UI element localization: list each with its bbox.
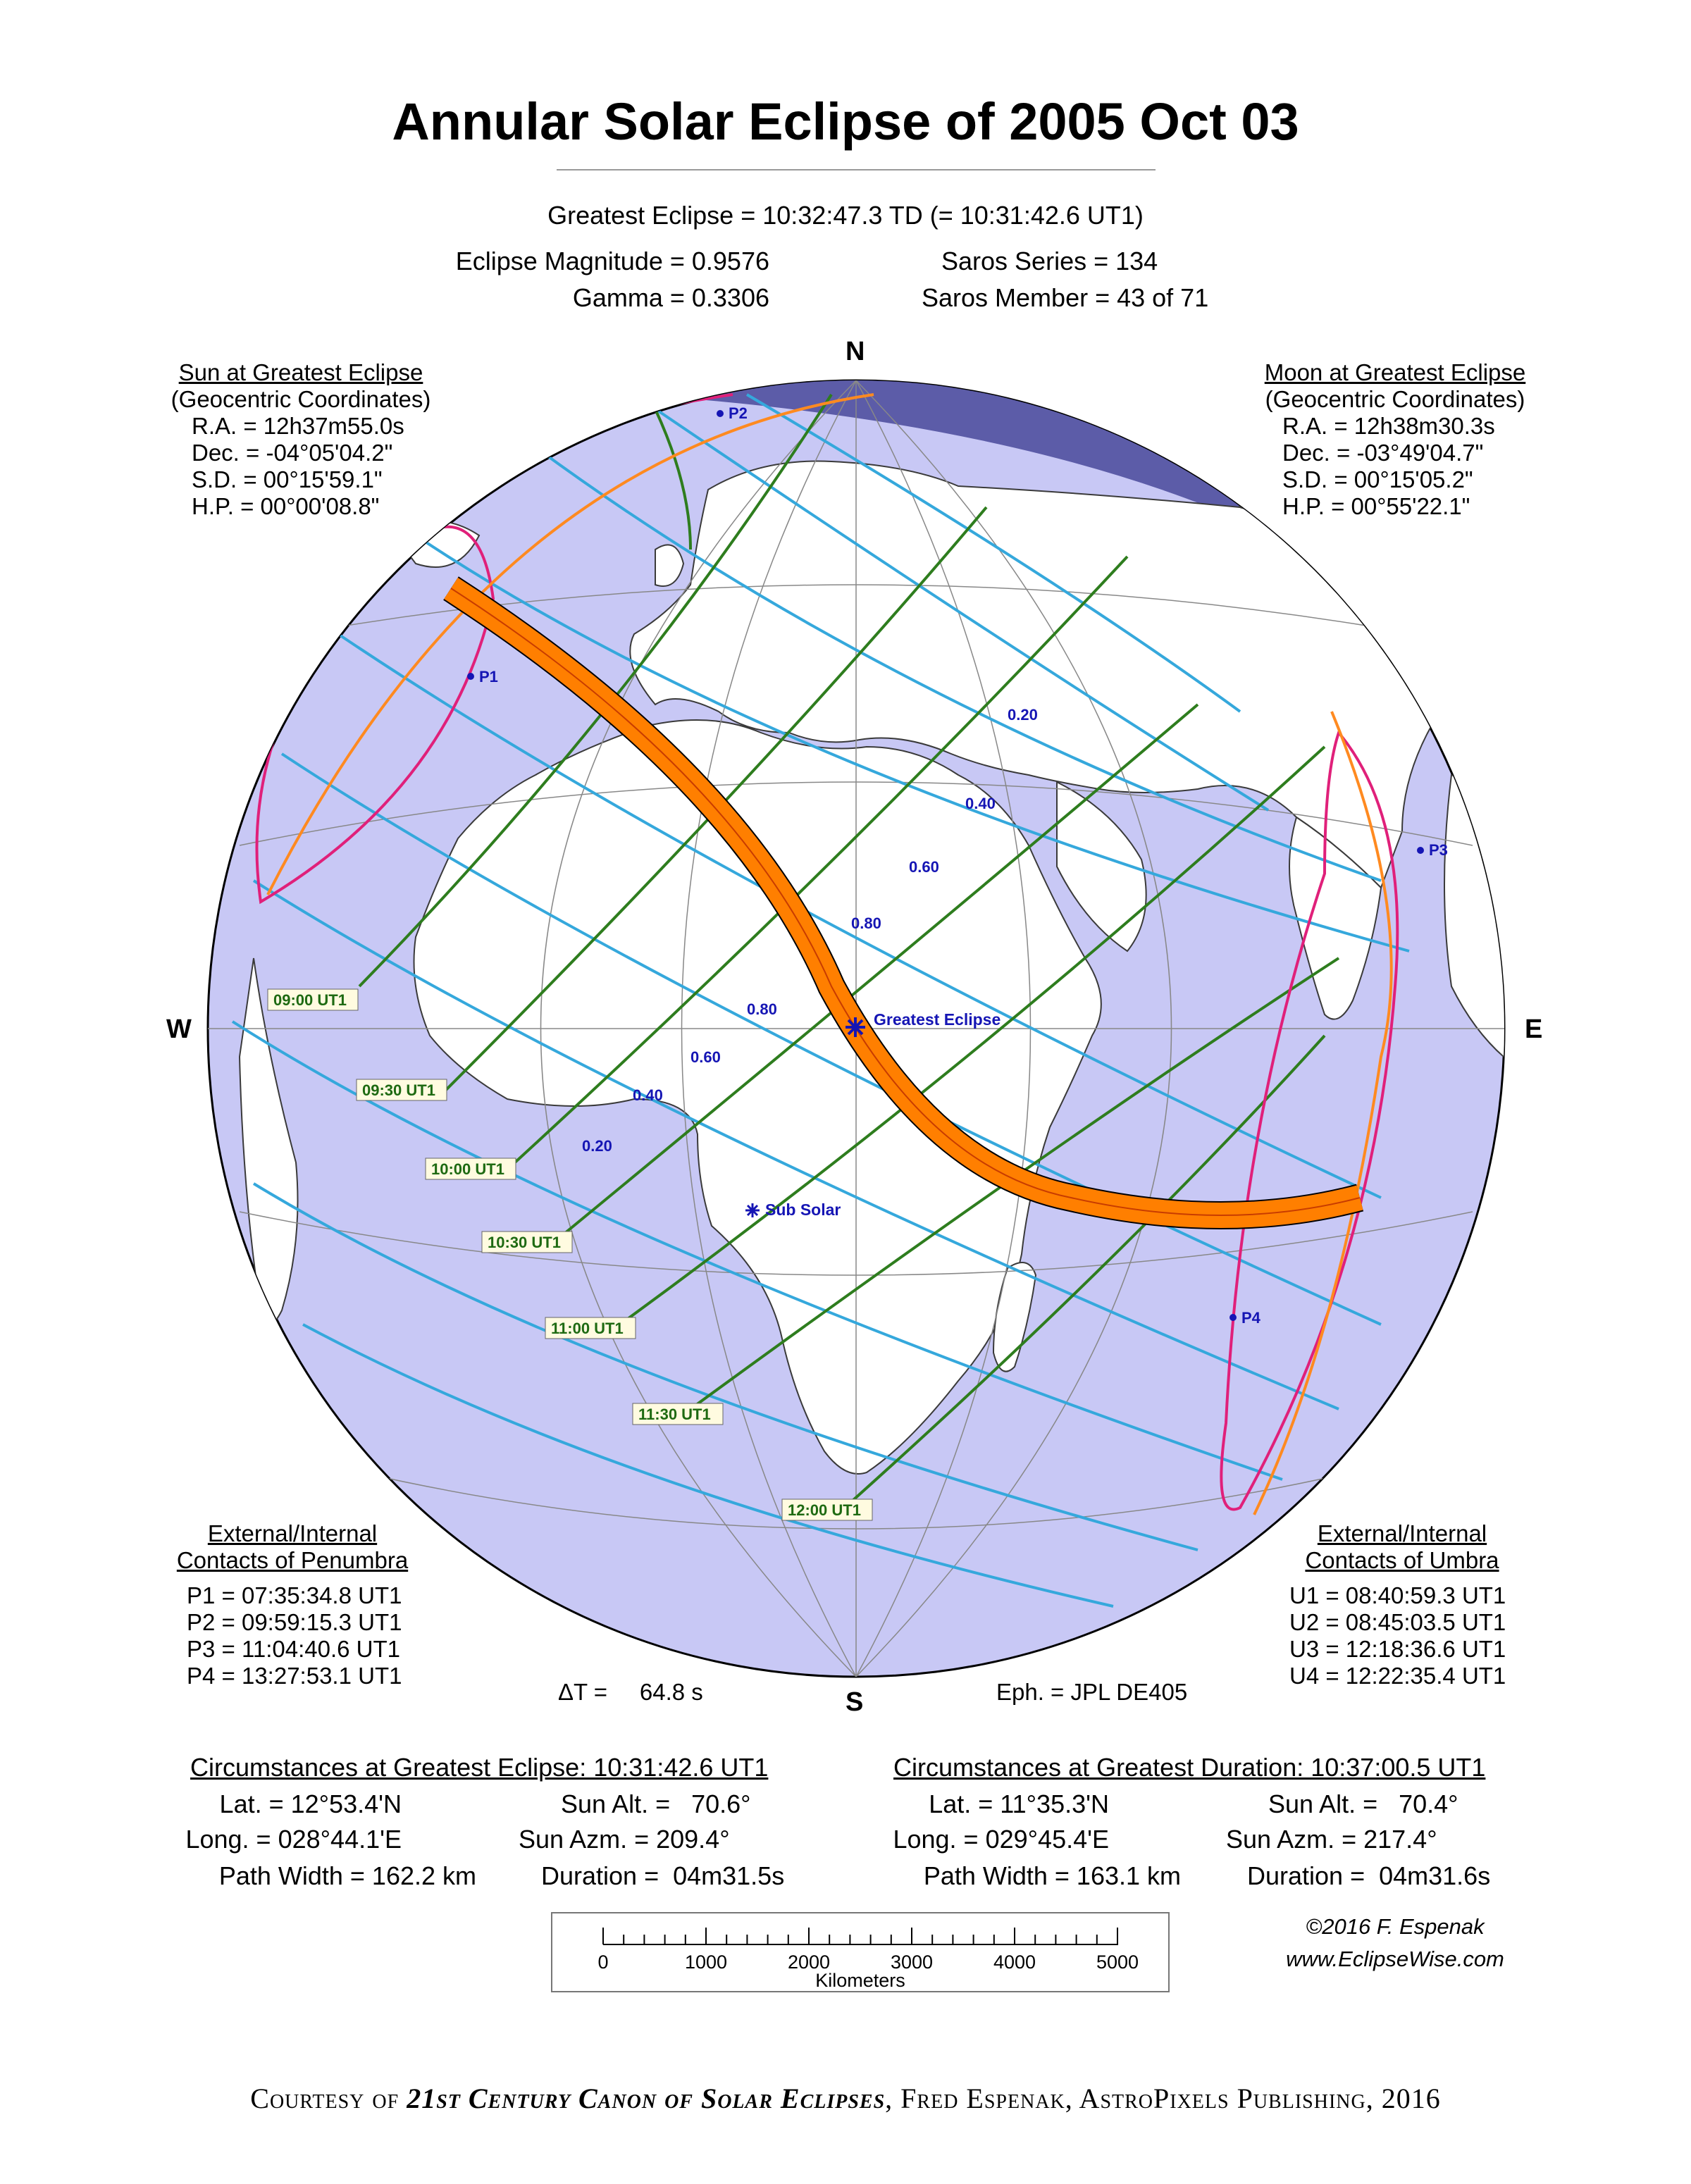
scale-bar	[551, 1912, 1170, 1992]
p1-point	[467, 673, 474, 680]
penumbra-heading-1: External/Internal	[207, 1520, 378, 1546]
mag-label-east-3: 0.60	[909, 858, 939, 876]
sun-dec: Dec. = -04°05'04.2"	[192, 440, 393, 466]
credit-book-title: 21st Century Canon of Solar Eclipses	[407, 2083, 886, 2114]
penumbra-heading-2: Contacts of Penumbra	[176, 1547, 409, 1573]
scale-tick-2000: 2000	[787, 1952, 831, 1973]
scale-tick-1000: 1000	[684, 1952, 728, 1973]
sun-box-heading: Sun at Greatest Eclipse	[178, 359, 423, 385]
p4-label: P4	[1241, 1309, 1260, 1327]
ephemeris: Eph. = JPL DE405	[996, 1679, 1188, 1705]
moon-box-subheading: (Geocentric Coordinates)	[1265, 386, 1525, 412]
greatest-eclipse-time: Greatest Eclipse = 10:32:47.3 TD (= 10:31:42.6 UT1)	[547, 201, 1144, 230]
duration-sun-azm: Sun Azm. = 217.4°	[1226, 1825, 1437, 1854]
scale-tick-0: 0	[597, 1952, 609, 1973]
time-label-0930: 09:30 UT1	[362, 1081, 435, 1099]
greatest-eclipse-heading: Circumstances at Greatest Eclipse: 10:31:42.6 UT1	[190, 1753, 769, 1782]
time-label-1100: 11:00 UT1	[551, 1320, 624, 1337]
credit-prefix: Courtesy of	[250, 2083, 407, 2114]
sun-sd: S.D. = 00°15'59.1"	[192, 466, 383, 492]
p2-label: P2	[729, 404, 748, 422]
umbra-u3: U3 = 12:18:36.6 UT1	[1289, 1636, 1506, 1662]
copyright-url[interactable]: www.EclipseWise.com	[1286, 1947, 1504, 1971]
greatest-eclipse-label: Greatest Eclipse	[874, 1010, 1001, 1029]
p2-point	[717, 410, 724, 417]
umbra-heading-2: Contacts of Umbra	[1305, 1547, 1499, 1573]
penumbra-contacts	[169, 1520, 416, 1689]
p1-label: P1	[479, 668, 498, 685]
umbra-contacts	[1289, 1520, 1515, 1689]
umbra-u1: U1 = 08:40:59.3 UT1	[1289, 1582, 1506, 1608]
scale-unit: Kilometers	[815, 1970, 905, 1991]
time-label-1000: 10:00 UT1	[431, 1160, 504, 1178]
time-label-1030: 10:30 UT1	[488, 1234, 561, 1251]
sun-hp: H.P. = 00°00'08.8"	[192, 493, 380, 519]
duration-path-width: Path Width = 163.1 km	[923, 1861, 1181, 1890]
penumbra-p2: P2 = 09:59:15.3 UT1	[187, 1609, 402, 1635]
moon-dec: Dec. = -03°49'04.7"	[1282, 440, 1484, 466]
p4-point	[1229, 1314, 1237, 1321]
sun-ra: R.A. = 12h37m55.0s	[192, 413, 404, 439]
copyright-line: ©2016 F. Espenak	[1306, 1914, 1485, 1939]
duration-duration: Duration = 04m31.6s	[1247, 1861, 1491, 1890]
eclipse-magnitude: Eclipse Magnitude = 0.9576	[455, 247, 769, 275]
compass-east: E	[1525, 1015, 1543, 1044]
mag-label-west-2: 0.60	[690, 1048, 721, 1066]
compass-north: N	[846, 337, 865, 366]
delta-t: ΔT = 64.8 s	[558, 1679, 703, 1705]
scale-tick-4000: 4000	[993, 1952, 1036, 1973]
moon-ra: R.A. = 12h38m30.3s	[1282, 413, 1495, 439]
eclipse-gamma: Gamma = 0.3306	[572, 283, 769, 312]
greatest-duration: Duration = 04m31.5s	[541, 1861, 785, 1890]
moon-box-heading: Moon at Greatest Eclipse	[1264, 359, 1526, 385]
credit-line	[0, 2082, 1691, 2115]
penumbra-p4: P4 = 13:27:53.1 UT1	[187, 1663, 402, 1689]
greatest-eclipse-marker	[846, 1017, 865, 1037]
time-label-0900: 09:00 UT1	[273, 991, 347, 1009]
greatest-sun-alt: Sun Alt. = 70.6°	[561, 1789, 751, 1818]
greatest-path-width: Path Width = 162.2 km	[218, 1861, 476, 1890]
p3-label: P3	[1429, 841, 1448, 859]
duration-sun-alt: Sun Alt. = 70.4°	[1268, 1789, 1458, 1818]
duration-long: Long. = 029°45.4'E	[893, 1825, 1109, 1854]
greatest-lat: Lat. = 12°53.4'N	[219, 1789, 402, 1818]
copyright	[1226, 1911, 1564, 1975]
scale-ruler	[552, 1913, 1168, 1991]
greatest-long: Long. = 028°44.1'E	[185, 1825, 402, 1854]
moon-sd: S.D. = 00°15'05.2"	[1282, 466, 1473, 492]
scale-tick-3000: 3000	[890, 1952, 934, 1973]
credit-suffix: , Fred Espenak, AstroPixels Publishing, 2016	[885, 2083, 1441, 2114]
mag-label-east-2: 0.40	[965, 795, 996, 812]
saros-member: Saros Member = 43 of 71	[922, 283, 1209, 312]
penumbra-p3: P3 = 11:04:40.6 UT1	[187, 1636, 401, 1662]
umbra-u4: U4 = 12:22:35.4 UT1	[1289, 1663, 1506, 1689]
time-label-1130: 11:30 UT1	[638, 1406, 711, 1423]
sub-solar-marker	[745, 1203, 760, 1217]
sun-box-subheading: (Geocentric Coordinates)	[171, 386, 431, 412]
saros-series: Saros Series = 134	[941, 247, 1158, 275]
scale-tick-5000: 5000	[1096, 1952, 1139, 1973]
duration-lat: Lat. = 11°35.3'N	[929, 1789, 1109, 1818]
mag-label-east-1: 0.20	[1008, 706, 1038, 724]
umbra-u2: U2 = 08:45:03.5 UT1	[1289, 1609, 1506, 1635]
page-title: Annular Solar Eclipse of 2005 Oct 03	[392, 92, 1299, 151]
umbra-heading-1: External/Internal	[1317, 1520, 1487, 1546]
greatest-sun-azm: Sun Azm. = 209.4°	[519, 1825, 730, 1854]
compass-west: W	[166, 1015, 192, 1044]
mag-label-west-4: 0.20	[582, 1137, 612, 1155]
mag-label-east-4: 0.80	[851, 914, 881, 932]
moon-hp: H.P. = 00°55'22.1"	[1282, 493, 1470, 519]
greatest-duration-heading: Circumstances at Greatest Duration: 10:37:00.5 UT1	[893, 1753, 1486, 1782]
p3-point	[1417, 847, 1424, 854]
mag-label-west-1: 0.80	[747, 1000, 777, 1018]
compass-south: S	[846, 1687, 864, 1717]
penumbra-p1: P1 = 07:35:34.8 UT1	[187, 1582, 402, 1608]
time-label-1200: 12:00 UT1	[788, 1501, 861, 1519]
sub-solar-label: Sub Solar	[765, 1200, 841, 1219]
mag-label-west-3: 0.40	[633, 1086, 663, 1104]
